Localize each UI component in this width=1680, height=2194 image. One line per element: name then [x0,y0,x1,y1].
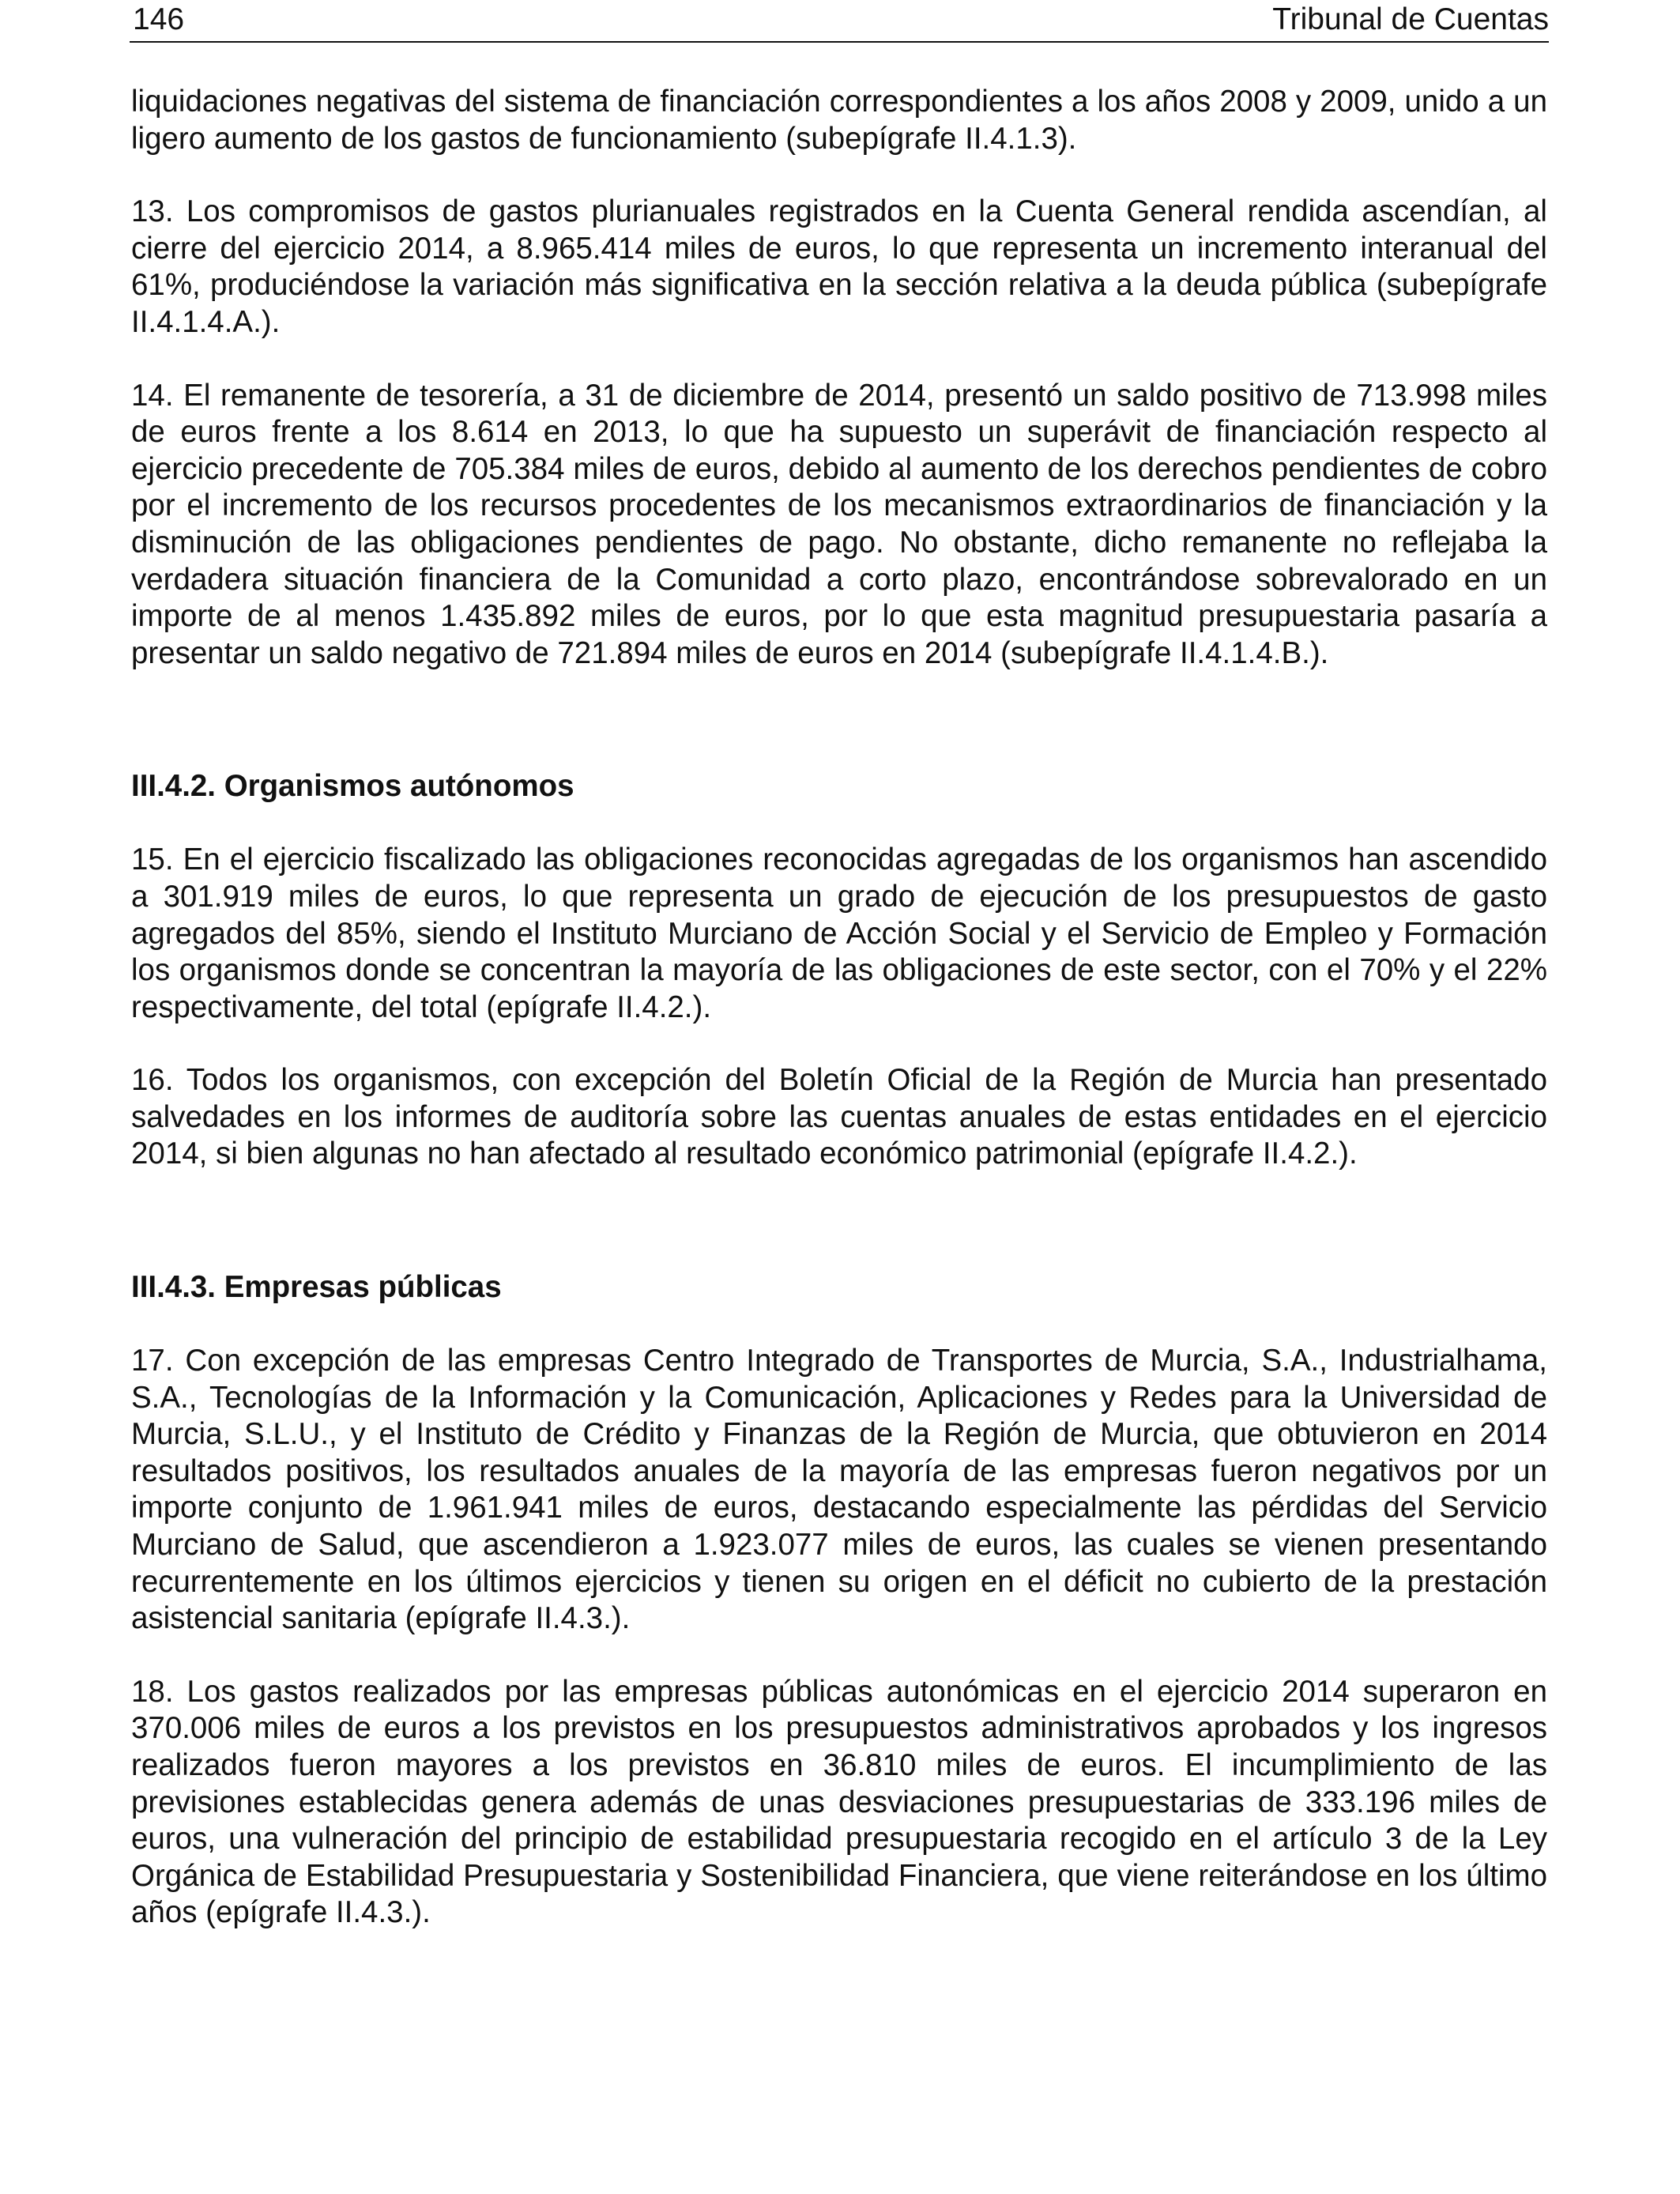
section-heading-empresas-publicas: III.4.3. Empresas públicas [131,1270,502,1305]
continuation-paragraph: liquidaciones negativas del sistema de financiación correspondientes a los años 2008 y 2009, unido a un ligero aumento de los gastos de funcionamiento (subepígrafe II.4.1.3). [131,85,1547,156]
page-number: 146 [133,2,185,36]
section-heading-organismos-autonomos: III.4.2. Organismos autónomos [131,769,574,804]
paragraph-14: 14. El remanente de tesorería, a 31 de diciembre de 2014, presentó un saldo positivo de 713.998 miles de euros frente a los 8.614 en 2013, lo que ha supuesto un superávit de financiación respecto al ejercicio precedente de 705.384 miles de euros, debido al aumento de los derechos pendientes de cobro por el incremento de los recursos procedentes de los mecanismos extraordinarios de financiación y la disminución de las obligaciones pendientes de pago. No obstante, dicho remanente no reflejaba la verdadera situación financiera de la Comunidad a corto plazo, encontrándose sobrevalorado en un importe de al menos 1.435.892 miles de euros, por lo que esta magnitud presupuestaria pasaría a presentar un saldo negativo de 721.894 miles de euros en 2014 (subepígrafe II.4.1.4.B.). [131,378,1547,670]
page-header [130,0,1549,43]
paragraph-18: 18. Los gastos realizados por las empresas públicas autonómicas en el ejercicio 2014 superaron en 370.006 miles de euros a los previstos en los presupuestos administrativos aprobados y los ingresos realizados fueron mayores a los previstos en 36.810 miles de euros. El incumplimiento de las previsiones establecidas genera además de unas desviaciones presupuestarias de 333.196 miles de euros, una vulneración del principio de estabilidad presupuestaria recogido en el artículo 3 de la Ley Orgánica de Estabilidad Presupuestaria y Sostenibilidad Financiera, que viene reiterándose en los último años (epígrafe II.4.3.). [131,1674,1547,1930]
paragraph-15: 15. En el ejercicio fiscalizado las obligaciones reconocidas agregadas de los organismos han ascendido a 301.919 miles de euros, lo que representa un grado de ejecución de los presupuestos de gasto agregados del 85%, siendo el Instituto Murciano de Acción Social y el Servicio de Empleo y Formación los organismos donde se concentran la mayoría de las obligaciones de este sector, con el 70% y el 22% respectivamente, del total (epígrafe II.4.2.). [131,843,1547,1024]
paragraph-17: 17. Con excepción de las empresas Centro Integrado de Transportes de Murcia, S.A., Industrialhama, S.A., Tecnologías de la Información y la Comunicación, Aplicaciones y Redes para la Universidad de Murcia, S.L.U., y el Instituto de Crédito y Finanzas de la Región de Murcia, que obtuvieron en 2014 resultados positivos, los resultados anuales de la mayoría de las empresas fueron negativos por un importe conjunto de 1.961.941 miles de euros, destacando especialmente las pérdidas del Servicio Murciano de Salud, que ascendieron a 1.923.077 miles de euros, las cuales se vienen presentando recurrentemente en los últimos ejercicios y tienen su origen en el déficit no cubierto de la prestación asistencial sanitaria (epígrafe II.4.3.). [131,1344,1547,1636]
paragraph-16: 16. Todos los organismos, con excepción del Boletín Oficial de la Región de Murcia han presentado salvedades en los informes de auditoría sobre las cuentas anuales de estas entidades en el ejercicio 2014, si bien algunas no han afectado al resultado económico patrimonial (epígrafe II.4.2.). [131,1063,1547,1171]
running-title: Tribunal de Cuentas [1272,2,1549,36]
paragraph-13: 13. Los compromisos de gastos plurianuales registrados en la Cuenta General rendida ascendían, al cierre del ejercicio 2014, a 8.965.414 miles de euros, lo que representa un incremento interanual del 61%, produciéndose la variación más significativa en la sección relativa a la deuda pública (subepígrafe II.4.1.4.A.). [131,194,1547,339]
document-body [131,84,1547,1968]
